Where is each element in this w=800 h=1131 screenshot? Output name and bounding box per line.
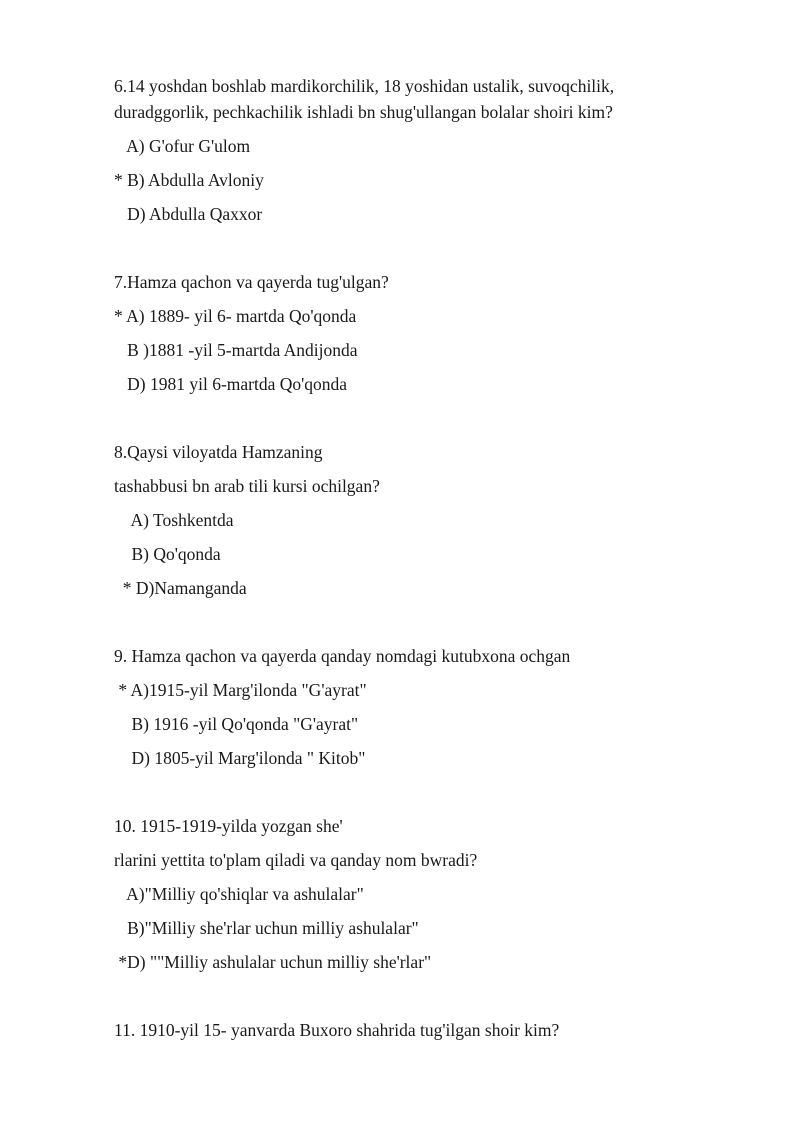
question-10-option-b: B)"Milliy she'rlar uchun milliy ashulalar"	[114, 918, 419, 938]
question-6-text-line-1: 6.14 yoshdan boshlab mardikorchilik, 18 yoshidan ustalik, suvoqchilik,	[114, 76, 615, 96]
question-9-option-b: B) 1916 -yil Qo'qonda "G'ayrat"	[114, 714, 359, 734]
question-9-option-d: D) 1805-yil Marg'ilonda " Kitob"	[114, 748, 366, 768]
question-6-text-line-2: duradggorlik, pechkachilik ishladi bn shug'ullangan bolalar shoiri kim?	[114, 102, 613, 122]
question-7-option-a: * A) 1889- yil 6- martda Qo'qonda	[114, 306, 357, 326]
question-7-option-d: D) 1981 yil 6-martda Qo'qonda	[114, 374, 348, 394]
question-6-option-b: * B) Abdulla Avloniy	[114, 170, 264, 190]
question-9-option-a: * A)1915-yil Marg'ilonda "G'ayrat"	[114, 680, 367, 700]
question-7-text-line-1: 7.Hamza qachon va qayerda tug'ulgan?	[114, 272, 389, 292]
question-8-option-b: B) Qo'qonda	[114, 544, 221, 564]
question-11-text-line-1: 11. 1910-yil 15- yanvarda Buxoro shahrida tug'ilgan shoir kim?	[114, 1020, 560, 1040]
question-8-text-line-2: tashabbusi bn arab tili kursi ochilgan?	[114, 476, 380, 496]
question-10-text-line-2: rlarini yettita to'plam qiladi va qanday nom bwradi?	[114, 850, 478, 870]
question-8-option-d: * D)Namanganda	[114, 578, 247, 598]
question-7-option-b: B )1881 -yil 5-martda Andijonda	[114, 340, 358, 360]
question-8-option-a: A) Toshkentda	[114, 510, 234, 530]
question-9-text-line-1: 9. Hamza qachon va qayerda qanday nomdagi kutubxona ochgan	[114, 646, 571, 666]
question-10-text-line-1: 10. 1915-1919-yilda yozgan she'	[114, 816, 343, 836]
question-10-option-a: A)"Milliy qo'shiqlar va ashulalar"	[114, 884, 364, 904]
question-6-option-a: A) G'ofur G'ulom	[114, 136, 251, 156]
question-8-text-line-1: 8.Qaysi viloyatda Hamzaning	[114, 442, 323, 462]
question-6-option-d: D) Abdulla Qaxxor	[114, 204, 263, 224]
question-10-option-d: *D) ""Milliy ashulalar uchun milliy she'rlar"	[114, 952, 432, 972]
